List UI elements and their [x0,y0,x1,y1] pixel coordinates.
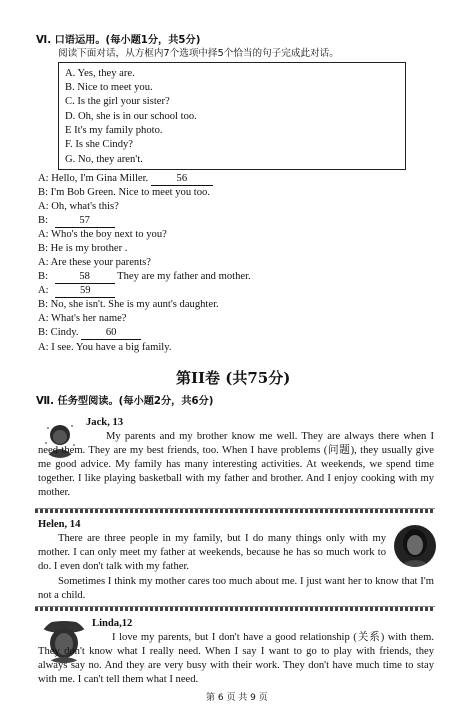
dialogue-line [38,214,115,228]
option-e: E It's my family photo. [65,125,163,136]
helen-passage-2: Sometimes I think my mother cares too much about me. I just want her to know that I'm not a child. [38,576,434,602]
option-g: G. No, they aren't. [65,154,143,165]
dialogue-line [38,312,127,326]
dialogue-text: B: [38,215,51,226]
dialogue-line [38,256,151,270]
dialogue-line [38,172,213,186]
helen-photo [394,525,436,567]
section-6-instruction: 阅读下面对话，从方框内7个选项中择5个恰当的句子完成此对话。 [58,48,339,59]
dialogue-text: A: Hello, I'm Gina Miller. [38,173,151,184]
dialogue-line [38,341,171,355]
answer-blank-59[interactable]: 59 [55,285,115,298]
divider [35,606,435,611]
dialogue-line [38,270,251,284]
page-footer: 第 6 页 共 9 页 [206,693,268,703]
dialogue-text: B: I'm Bob Green. Nice to meet you too. [38,187,210,198]
jack-passage: My parents and my brother know me well. They are always there when I need them. They are my best friends, too. When I have problems (问题), they usually give me good advice. My family has many interesting activities. At weekends, we spend time together. I like playing basketball with my father and brother. And I enjoy cooking with my mother. [38,431,434,499]
jack-name: Jack, 13 [86,417,124,428]
helen-name: Helen, 14 [38,519,81,530]
section-7-heading: Ⅶ. 任务型阅读。(每小题2分，共6分) [36,396,214,407]
option-f: F. Is she Cindy? [65,139,134,150]
dialogue-line [38,186,210,200]
dialogue-line [38,200,119,214]
section-6-heading: Ⅵ. 口语运用。(每小题1分，共5分) [36,35,201,46]
divider [35,508,435,513]
dialogue-text: B: Cindy. [38,327,82,338]
part-2-title: 第II卷 (共75分) [176,369,291,387]
dialogue-text: They are my father and mother. [114,271,251,282]
dialogue-text: B: No, she isn't. She is my aunt's daughter. [38,299,219,310]
dialogue-line [38,228,167,242]
dialogue-text: A: Oh, what's this? [38,201,119,212]
dialogue-text: A: Who's the boy next to you? [38,229,167,240]
option-d: D. Oh, she is in our school too. [65,111,197,122]
option-a: A. Yes, they are. [65,68,135,79]
dialogue-text: B: [38,271,51,282]
dialogue-text: A: I see. You have a big family. [38,342,172,353]
dialogue-text: B: He is my brother . [38,243,128,254]
answer-blank-58[interactable]: 58 [55,271,115,284]
dialogue-line [38,242,127,256]
answer-blank-60[interactable]: 60 [81,327,141,340]
answer-blank-56[interactable]: 56 [151,173,213,186]
options-box [58,62,406,170]
dialogue-text: A: Are these your parents? [38,257,151,268]
dialogue-line [38,298,219,312]
option-c: C. Is the girl your sister? [65,96,170,107]
dialogue-line [38,326,141,340]
answer-blank-57[interactable]: 57 [55,215,115,228]
option-b: B. Nice to meet you. [65,82,153,93]
helen-passage: There are three people in my family, but I do many things only with my mother. I can only meet my father at weekends, because he has so much work to do. I even don't talk with my father. [38,533,386,573]
linda-passage: I love my parents, but I don't have a good relationship (关系) with them. They don't know what I really need. When I say I want to go to play with friends, they always say no. And they are very busy with their work. They don't have much time to stay with me. I can't tell them what I need. [38,632,434,686]
dialogue-line [38,284,115,298]
dialogue-text: A: [38,285,52,296]
linda-name: Linda,12 [92,618,133,629]
dialogue-text: A: What's her name? [38,313,127,324]
